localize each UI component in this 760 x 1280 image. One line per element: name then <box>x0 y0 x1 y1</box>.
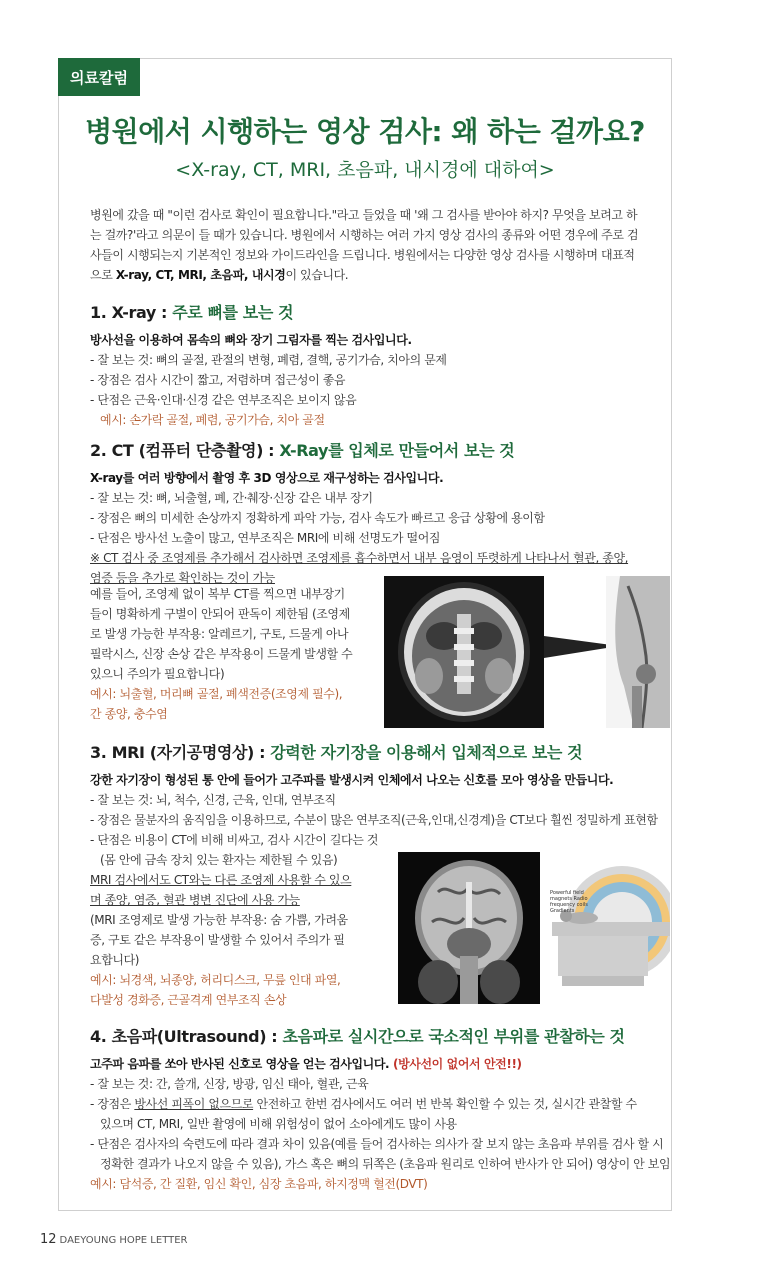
bullet-line: - 장점은 뼈의 미세한 손상까지 정확하게 파악 가능, 검사 속도가 빠르고 응급 상황에 용이함 <box>90 511 545 525</box>
detail-line: 증, 구토 같은 부작용이 발생할 수 있어서 주의가 필 <box>90 933 345 947</box>
bullet-line: 정확한 결과가 나오지 않을 수 있음), 가스 혹은 뼈의 뒤쪽은 (초음파 원리로 인하여 반사가 안 되어) 영상이 안 보임 <box>100 1157 671 1171</box>
safety-note: (방사선이 없어서 안전!!) <box>393 1057 522 1071</box>
publication-name: DAEYOUNG HOPE LETTER <box>59 1235 188 1246</box>
section-heading: 2. CT (컴퓨터 단층촬영) : X-Ray를 입체로 만들어서 보는 것 <box>90 441 515 460</box>
note-line: 며 종양, 염증, 혈관 병변 진단에 사용 가능 <box>90 893 300 907</box>
column-tag: 의료칼럼 <box>58 58 140 96</box>
bullet-line: - 단점은 비용이 CT에 비해 비싸고, 검사 시간이 길다는 것 <box>90 833 379 847</box>
detail-line: 로 발생 가능한 부작용: 알레르기, 구토, 드물게 아나 <box>90 627 349 641</box>
bullet-line: - 잘 보는 것: 간, 쓸개, 신장, 방광, 임신 태아, 혈관, 근육 <box>90 1077 369 1091</box>
bullet-line: - 잘 보는 것: 뼈의 골절, 관절의 변형, 폐렴, 결핵, 공기가슴, 치아의 문제 <box>90 353 447 367</box>
detail-line: 예를 들어, 조영제 없이 복부 CT를 찍으면 내부장기 <box>90 587 345 601</box>
mri-figure-caption: Powerful field magnets Radio frequency coils Gradients <box>550 890 588 914</box>
bullet-line: - 장점은 방사선 피폭이 없으므로 안전하고 한번 검사에서도 여러 번 반복 확인할 수 있는 것, 실시간 관찰할 수 <box>90 1097 637 1111</box>
section-ct <box>90 436 670 588</box>
mri-machine-illustration <box>542 856 670 1004</box>
ct-detail-column <box>90 584 352 724</box>
note-line: 염증 등을 추가로 확인하는 것이 가능 <box>90 571 275 585</box>
intro-line: 으로 X-ray, CT, MRI, 초음파, 내시경이 있습니다. <box>90 268 349 282</box>
section-xray <box>90 298 670 430</box>
section-lead: 고주파 음파를 쏘아 반사된 신호로 영상을 얻는 검사입니다. (방사선이 없어서 안전!!) <box>90 1057 522 1071</box>
intro-line: 사들이 시행되는지 기본적인 정보와 가이드라인을 드립니다. 병원에서는 다양한 영상 검사를 시행하며 대표적 <box>90 248 635 262</box>
example-line: 예시: 담석증, 간 질환, 임신 확인, 심장 초음파, 하지정맥 혈전(DVT) <box>90 1177 428 1191</box>
section-mri <box>90 738 670 870</box>
example-line: 예시: 뇌경색, 뇌종양, 허리디스크, 무릎 인대 파열, <box>90 973 341 987</box>
section-heading: 4. 초음파(Ultrasound) : 초음파로 실시간으로 국소적인 부위를 관찰하는 것 <box>90 1027 625 1046</box>
mri-brain-scan-image <box>398 852 540 1004</box>
bullet-line: - 단점은 검사자의 숙련도에 따라 결과 차이 있음(예를 들어 검사하는 의사가 잘 보지 않는 초음파 부위를 검사 할 시 <box>90 1137 664 1151</box>
section-ultrasound <box>90 1022 670 1194</box>
bullet-line: - 단점은 방사선 노출이 많고, 연부조직은 MRI에 비해 선명도가 떨어짐 <box>90 531 441 545</box>
detail-line: 필락시스, 신장 손상 같은 부작용이 드물게 발생할 수 <box>90 647 353 661</box>
note-line: MRI 검사에서도 CT와는 다른 조영제 사용할 수 있으 <box>90 873 352 887</box>
detail-line: (MRI 조영제로 발생 가능한 부작용: 숨 가쁨, 가려움 <box>90 913 348 927</box>
example-line: 예시: 뇌출혈, 머리뼈 골절, 폐색전증(조영제 필수), <box>90 687 343 701</box>
page-number: 12 <box>40 1232 57 1247</box>
detail-line: 있으니 주의가 필요합니다) <box>90 667 225 681</box>
section-heading: 3. MRI (자기공명영상) : 강력한 자기장을 이용해서 입체적으로 보는 것 <box>90 743 583 762</box>
intro-line: 는 걸까?'라고 의문이 들 때가 있습니다. 병원에서 시행하는 여러 가지 영상 검사의 종류와 어떤 경우에 주로 검 <box>90 228 639 242</box>
bullet-line: - 장점은 검사 시간이 짧고, 저렴하며 접근성이 좋음 <box>90 373 346 387</box>
bullet-line: - 장점은 물분자의 움직임을 이용하므로, 수분이 많은 연부조직(근육,인대,신경계)을 CT보다 훨씬 정밀하게 표현함 <box>90 813 658 827</box>
example-line: 예시: 손가락 골절, 폐렴, 공기가슴, 치아 골절 <box>100 413 325 427</box>
mri-machine-image <box>542 856 670 1004</box>
mri-brain-illustration <box>398 852 540 1004</box>
bullet-line: 있으며 CT, MRI, 일반 촬영에 비해 위험성이 없어 소아에게도 많이 사용 <box>100 1117 457 1131</box>
example-line: 다발성 경화증, 근골격계 연부조직 손상 <box>90 993 287 1007</box>
mri-detail-column <box>90 870 351 1010</box>
intro-paragraph <box>90 205 670 285</box>
page-title: 병원에서 시행하는 영상 검사: 왜 하는 걸까요? <box>85 115 645 148</box>
bullet-line: - 잘 보는 것: 뇌, 척수, 신경, 근육, 인대, 연부조직 <box>90 793 336 807</box>
page-footer <box>40 1232 188 1247</box>
example-line: 간 종양, 충수염 <box>90 707 168 721</box>
bullet-line: (몸 안에 금속 장치 있는 환자는 제한될 수 있음) <box>100 853 338 867</box>
ct-illustration <box>384 576 670 728</box>
section-heading: 1. X-ray : 주로 뼈를 보는 것 <box>90 303 294 322</box>
bullet-line: - 잘 보는 것: 뼈, 뇌출혈, 폐, 간·췌장·신장 같은 내부 장기 <box>90 491 373 505</box>
detail-line: 들이 명확하게 구별이 안되어 판독이 제한됨 (조영제 <box>90 607 350 621</box>
note-line: ※ CT 검사 중 조영제를 추가해서 검사하면 조영제를 흡수하면서 내부 음영이 뚜렷하게 나타나서 혈관, 종양, <box>90 551 629 565</box>
detail-line: 요합니다) <box>90 953 140 967</box>
section-lead: 방사선을 이용하여 몸속의 뼈와 장기 그림자를 찍는 검사입니다. <box>90 333 412 347</box>
bullet-line: - 단점은 근육·인대·신경 같은 연부조직은 보이지 않음 <box>90 393 357 407</box>
intro-line: 병원에 갔을 때 "이런 검사로 확인이 필요합니다."라고 들었을 때 '왜 그 검사를 받아야 하지? 무엇을 보려고 하 <box>90 208 638 222</box>
section-lead: X-ray를 여러 방향에서 촬영 후 3D 영상으로 재구성하는 검사입니다. <box>90 471 444 485</box>
section-lead: 강한 자기장이 형성된 통 안에 들어가 고주파를 발생시켜 인체에서 나오는 신호를 모아 영상을 만듭니다. <box>90 773 614 787</box>
ct-scanner-image <box>384 576 670 728</box>
exam-list: X-ray, CT, MRI, 초음파, 내시경 <box>115 268 286 282</box>
page-subtitle: <X-ray, CT, MRI, 초음파, 내시경에 대하여> <box>175 159 555 181</box>
